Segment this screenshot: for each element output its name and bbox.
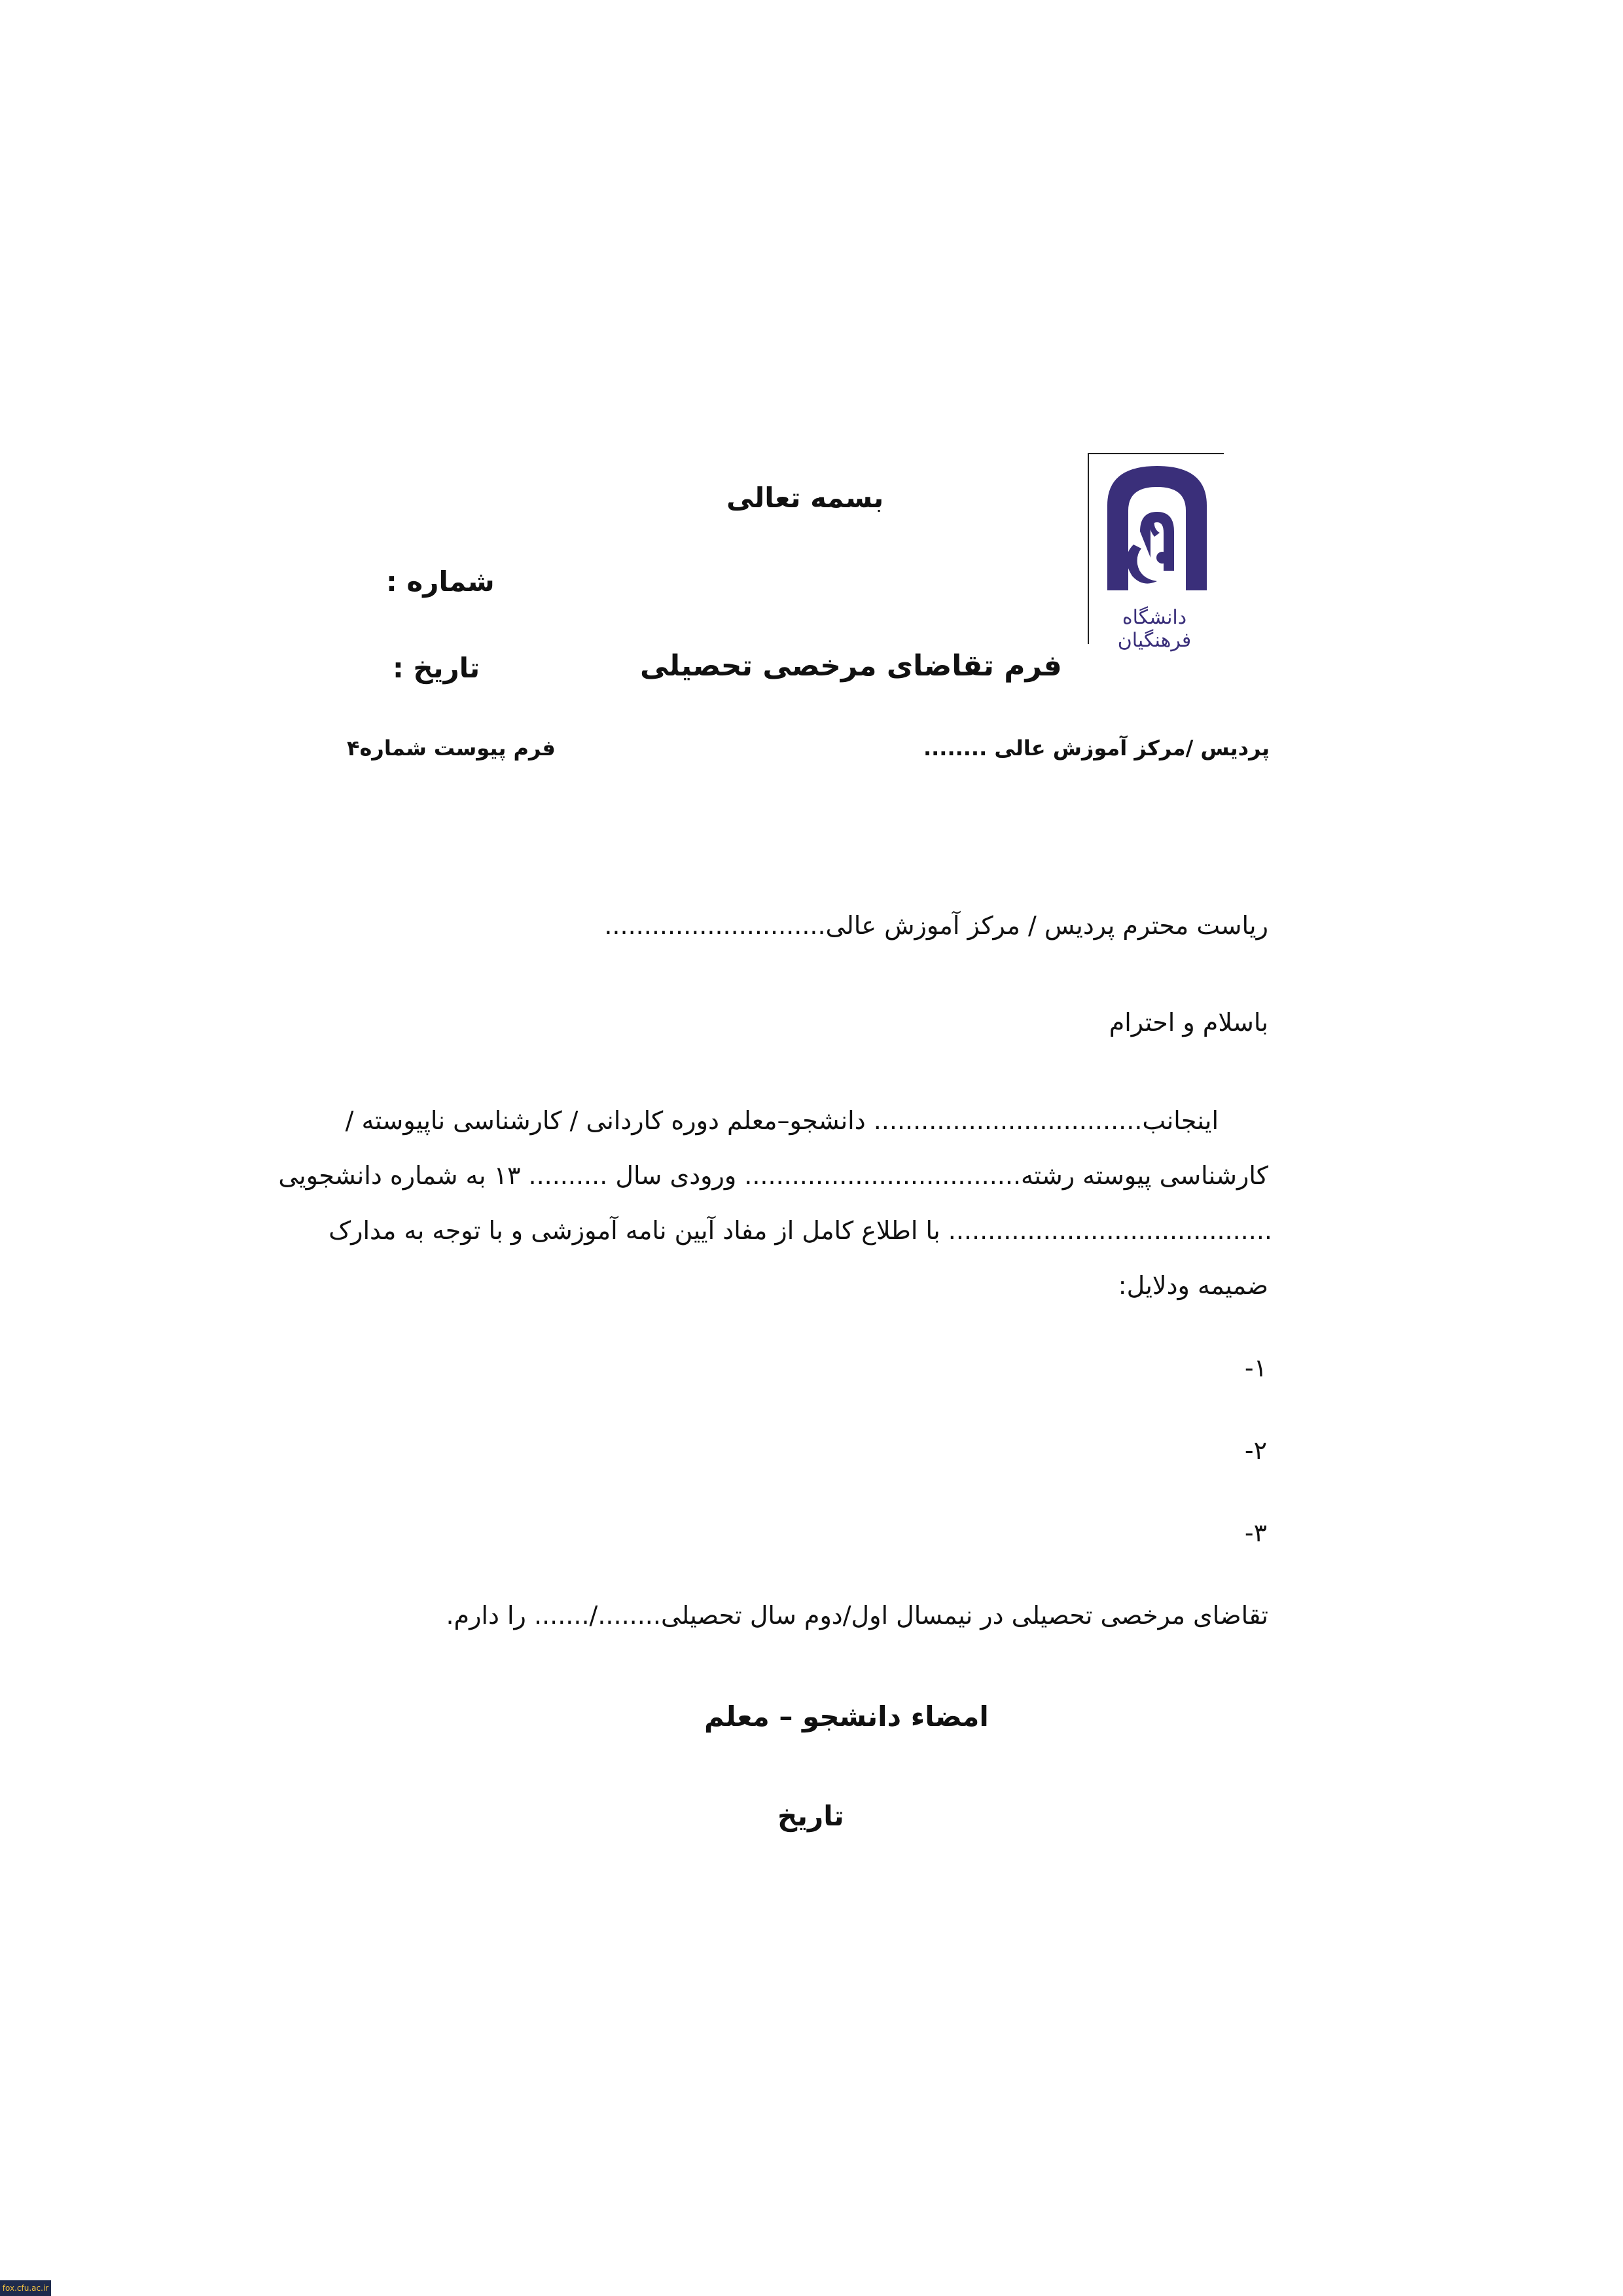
reason-item-3: -۳ bbox=[1244, 1518, 1267, 1547]
date-label: تاریخ : bbox=[393, 652, 480, 684]
number-label: شماره : bbox=[386, 565, 495, 598]
body-line-1: اینجانب.................................. دانشجو–معلم دوره کاردانی / کارشناسی ناپیوسته / bbox=[345, 1106, 1219, 1135]
footer-watermark: fox.cfu.ac.ir bbox=[0, 2280, 51, 2296]
university-logo bbox=[1088, 453, 1224, 652]
signature-label: امضاء دانشجو – معلم bbox=[704, 1700, 989, 1732]
reason-item-1: -۱ bbox=[1244, 1354, 1267, 1382]
request-line: تقاضای مرخصی تحصیلی در نیمسال اول/دوم سال تحصیلی......../....... را دارم. bbox=[446, 1601, 1268, 1630]
logo-caption: دانشگاه فرهنگیان bbox=[1117, 606, 1192, 652]
body-line-2: کارشناسی پیوسته رشته................................... ورودی سال .......... ۱۳ به شماره دانشجویی bbox=[278, 1161, 1268, 1190]
body-line-3: ......................................... با اطلاع کامل از مفاد آیین نامه آموزشی و با توجه به مدارک bbox=[329, 1216, 1272, 1245]
addressee-line: ریاست محترم پردیس / مرکز آموزش عالی............................ bbox=[604, 911, 1268, 940]
body-line-4: ضمیمه ودلایل: bbox=[1118, 1271, 1268, 1300]
attachment-form-label: فرم پیوست شماره۴ bbox=[347, 736, 556, 761]
signature-date-label: تاریخ bbox=[777, 1800, 844, 1832]
form-title: فرم تقاضای مرخصی تحصیلی bbox=[640, 649, 1062, 683]
reason-item-2: -۲ bbox=[1244, 1436, 1267, 1465]
campus-line: پردیس /مرکز آموزش عالی ........ bbox=[923, 736, 1270, 761]
basmala-heading: بسمه تعالی bbox=[726, 482, 884, 514]
university-emblem-icon bbox=[1094, 459, 1220, 603]
greeting-line: باسلام و احترام bbox=[1109, 1008, 1268, 1037]
